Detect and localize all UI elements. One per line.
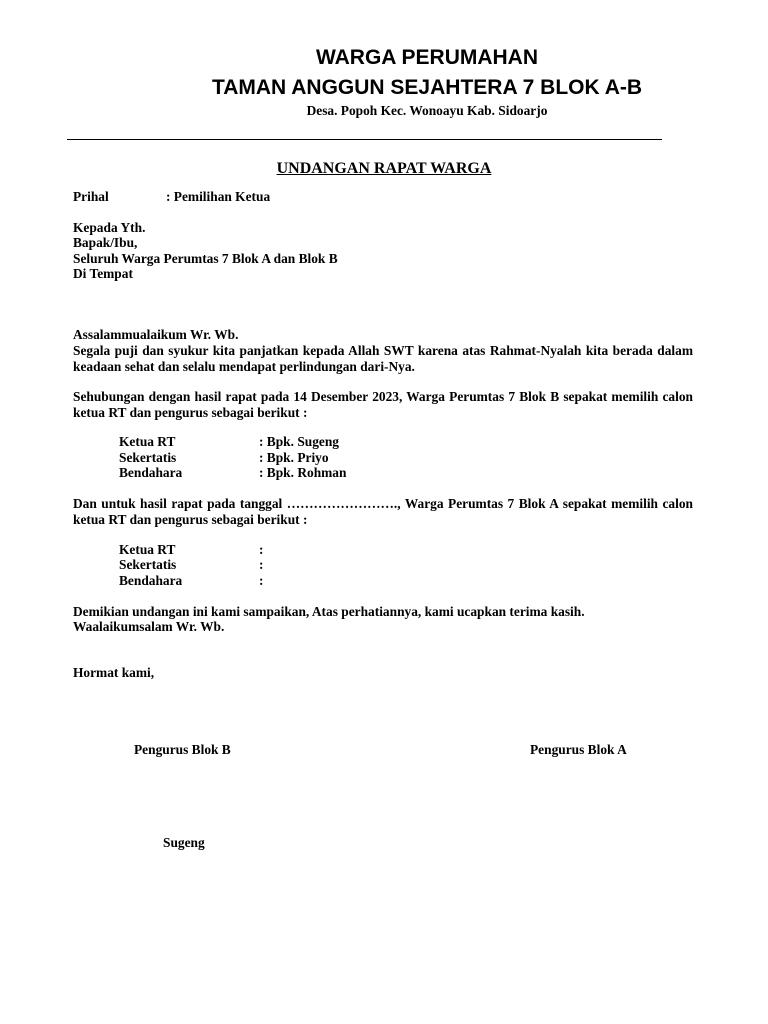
letterhead-subtitle: TAMAN ANGGUN SEJAHTERA 7 BLOK A-B xyxy=(211,76,643,99)
officer-value: : xyxy=(259,573,264,588)
letterhead-divider xyxy=(67,139,662,140)
officer-role: Ketua RT xyxy=(119,434,176,449)
blok-b-intro-paragraph: Sehubungan dengan hasil rapat pada 14 Desember 2023, Warga Perumtas 7 Blok B sepakat memilih calon ketua RT dan pengurus sebagai berikut : xyxy=(73,389,693,420)
document-title: UNDANGAN RAPAT WARGA xyxy=(276,160,492,177)
officer-value: : xyxy=(259,557,264,572)
letterhead-title: WARGA PERUMAHAN xyxy=(315,46,539,69)
officer-value: : Bpk. Priyo xyxy=(259,450,329,465)
subject-value: : Pemilihan Ketua xyxy=(166,189,271,204)
officer-value: : Bpk. Sugeng xyxy=(259,434,340,449)
signatory-left-title: Pengurus Blok B xyxy=(134,742,231,757)
letterhead-address: Desa. Popoh Kec. Wonoayu Kab. Sidoarjo xyxy=(306,103,548,118)
recipient-line: Kepada Yth. xyxy=(73,220,146,235)
opening-paragraph: Segala puji dan syukur kita panjatkan kepada Allah SWT karena atas Rahmat-Nyalah kita berada dalam keadaan sehat dan selalu mendapat perlindungan dari-Nya. xyxy=(73,343,693,374)
officer-role: Ketua RT xyxy=(119,542,176,557)
subject-label: Prihal xyxy=(73,189,109,204)
recipient-line: Bapak/Ibu, xyxy=(73,235,138,250)
officer-role: Sekertatis xyxy=(119,450,177,465)
recipient-line: Di Tempat xyxy=(73,266,133,281)
closing-salutation: Waalaikumsalam Wr. Wb. xyxy=(73,619,225,634)
officer-value: : xyxy=(259,542,264,557)
closing-line: Demikian undangan ini kami sampaikan, Atas perhatiannya, kami ucapkan terima kasih. xyxy=(73,604,585,619)
officer-role: Bendahara xyxy=(119,465,183,480)
signatory-left-name: Sugeng xyxy=(163,835,205,850)
blok-a-intro-paragraph: Dan untuk hasil rapat pada tanggal ……………………., Warga Perumtas 7 Blok A sepakat memilih calon ketua RT dan pengurus sebagai berikut : xyxy=(73,496,693,527)
signatory-right-title: Pengurus Blok A xyxy=(530,742,627,757)
officer-value: : Bpk. Rohman xyxy=(259,465,347,480)
officer-role: Sekertatis xyxy=(119,557,177,572)
greeting: Assalammualaikum Wr. Wb. xyxy=(73,327,239,342)
regards-text: Hormat kami, xyxy=(73,665,155,680)
officer-role: Bendahara xyxy=(119,573,183,588)
recipient-line: Seluruh Warga Perumtas 7 Blok A dan Blok B xyxy=(73,251,338,266)
